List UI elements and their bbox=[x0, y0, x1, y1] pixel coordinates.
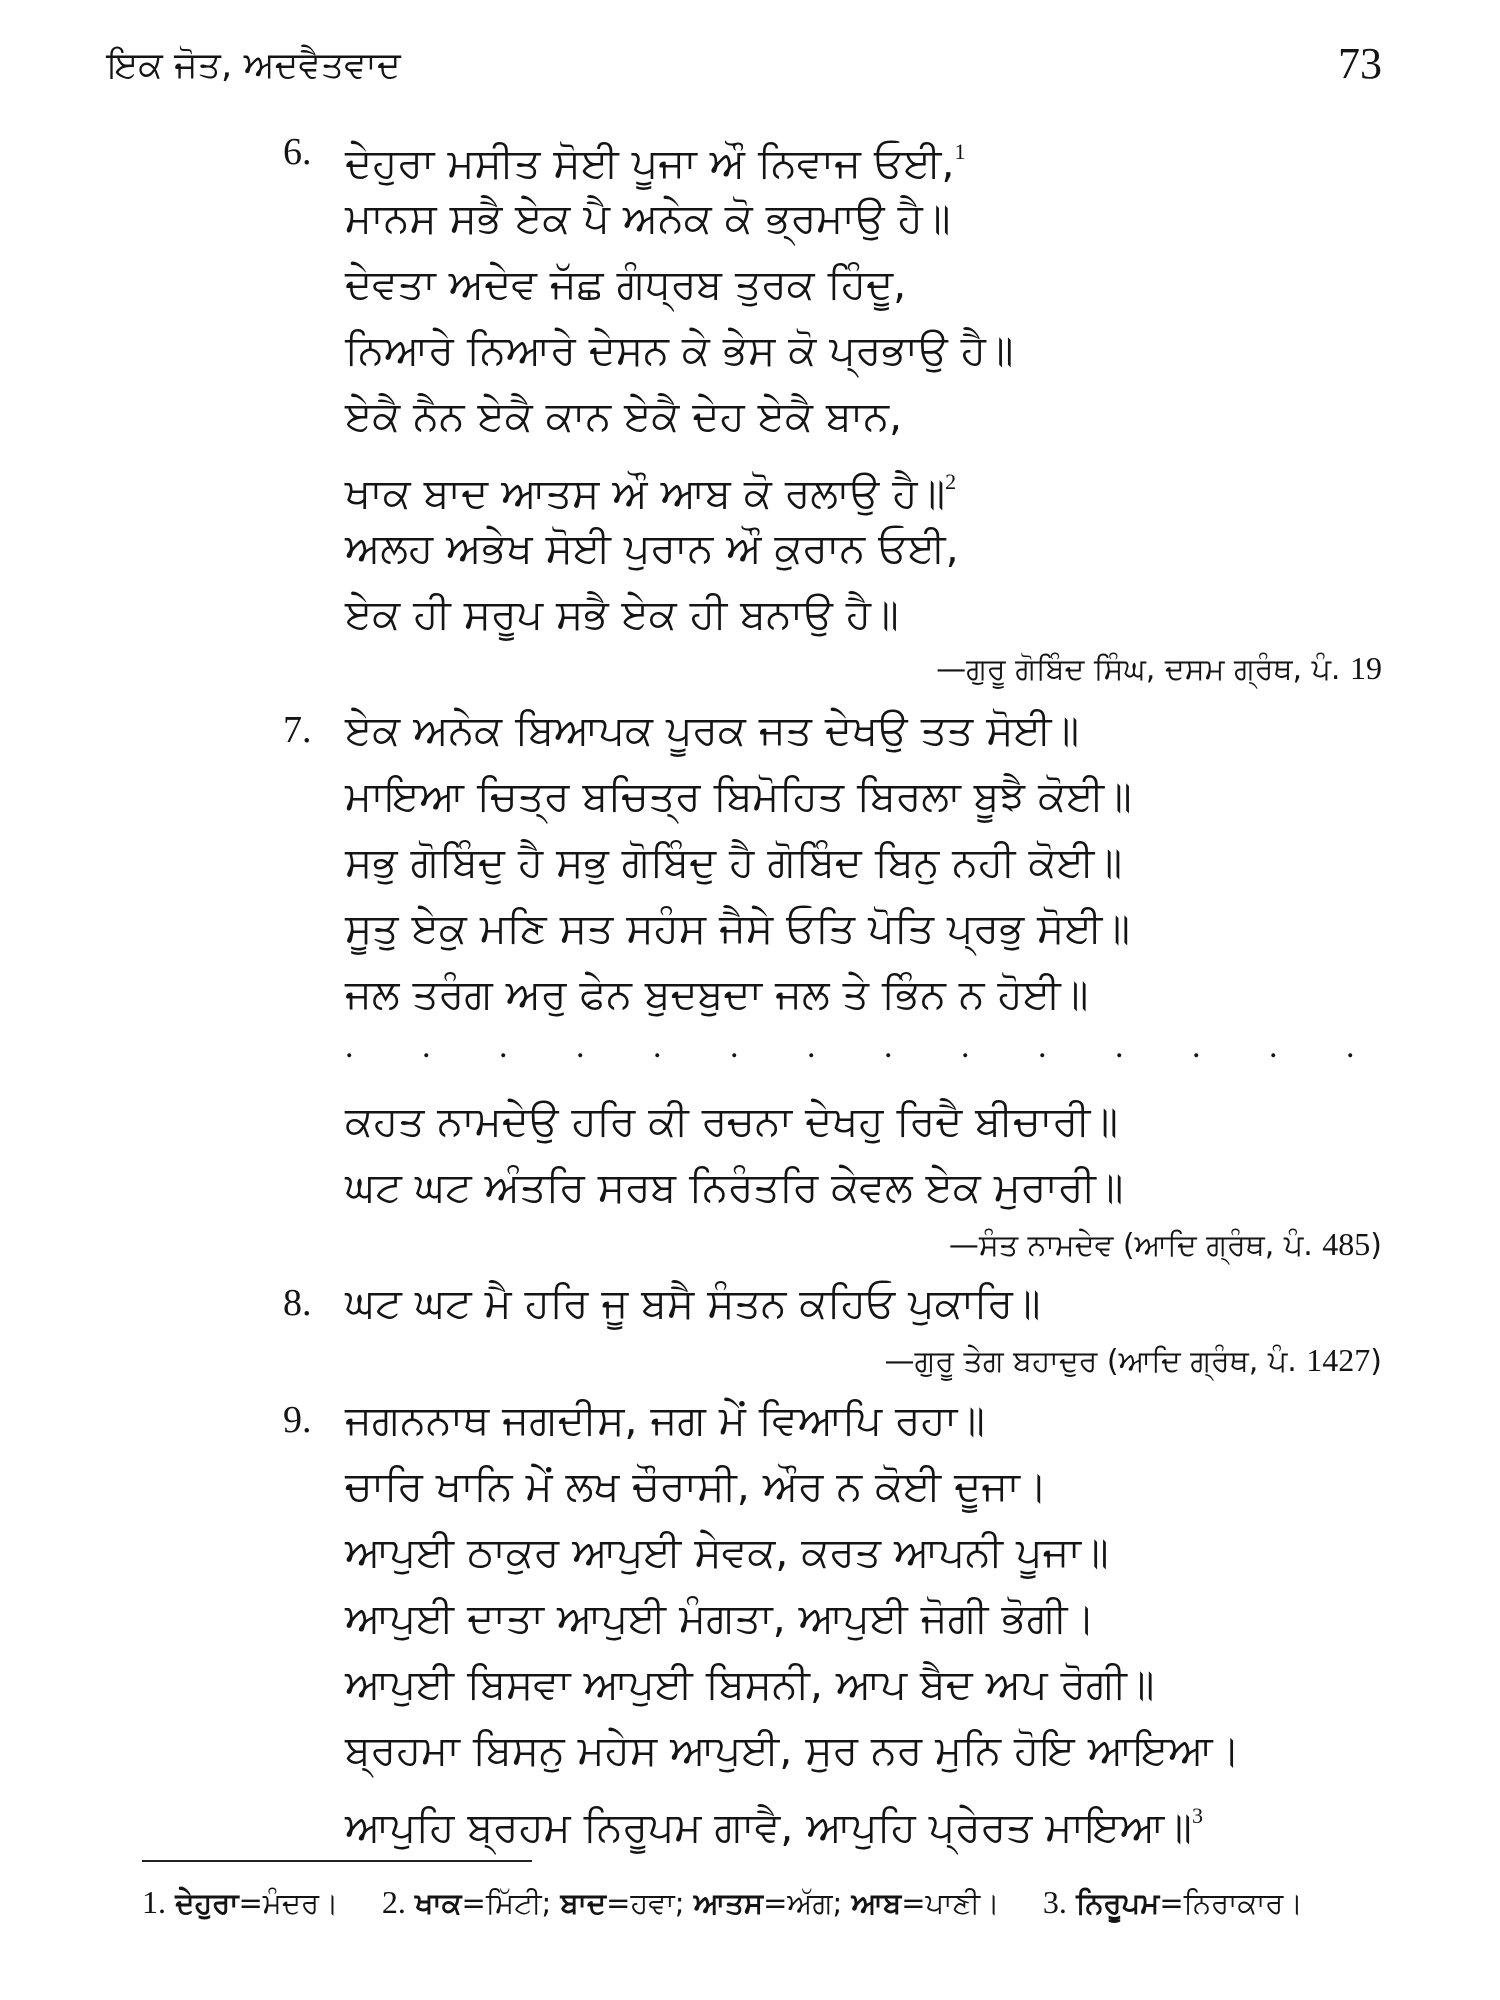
verse-line: ਨਿਆਰੇ ਨਿਆਰੇ ਦੇਸਨ ਕੇ ਭੇਸ ਕੋ ਪ੍ਰਭਾਉ ਹੈ॥ bbox=[345, 326, 1014, 374]
footnote-2: 2. ਖਾਕ=ਮਿੱਟੀ; ਬਾਦ=ਹਵਾ; ਆਤਸ=ਅੱਗ; ਆਬ=ਪਾਣੀ। bbox=[381, 1884, 1000, 1920]
verse-number: 7. bbox=[283, 709, 312, 751]
running-header-title: ਇਕ ਜੋਤ, ਅਦਵੈਤਵਾਦ bbox=[107, 45, 401, 86]
verse-line: ਸੂਤੁ ਏਕੁ ਮਣਿ ਸਤ ਸਹੰਸ ਜੈਸੇ ਓਤਿ ਪੋਤਿ ਪ੍ਰਭੁ ਸੋਈ॥ bbox=[345, 904, 1131, 952]
ellipsis-dots: . . . . . . . . . . . . . . bbox=[345, 1028, 1385, 1065]
verse-line: ਆਪੁਈ ਦਾਤਾ ਆਪੁਈ ਮੰਗਤਾ, ਆਪੁਈ ਜੋਗੀ ਭੋਗੀ। bbox=[345, 1594, 1096, 1642]
verse-line: ਕਹਤ ਨਾਮਦੇਉ ਹਰਿ ਕੀ ਰਚਨਾ ਦੇਖਹੁ ਰਿਦੈ ਬੀਚਾਰੀ॥ bbox=[345, 1097, 1118, 1145]
verse-number: 8. bbox=[283, 1282, 312, 1324]
verse-line: ਦੇਹੁਰਾ ਮਸੀਤ ਸੋਈ ਪੂਜਾ ਔ ਨਿਵਾਜ ਓਈ,$^1$ bbox=[345, 139, 966, 187]
verse-line: ਜਗਨਨਾਥ ਜਗਦੀਸ, ਜਗ ਮੇਂ ਵਿਆਪਿ ਰਹਾ॥ bbox=[345, 1396, 985, 1444]
footnote-divider bbox=[142, 1860, 532, 1862]
verse-line: ਘਟ ਘਟ ਮੈ ਹਰਿ ਜੂ ਬਸੈ ਸੰਤਨ ਕਹਿਓ ਪੁਕਾਰਿ॥ bbox=[345, 1279, 1041, 1327]
verse-line: ਮਾਇਆ ਚਿਤ੍ਰ ਬਚਿਤ੍ਰ ਬਿਮੋਹਿਤ ਬਿਰਲਾ ਬੂਝੈ ਕੋਈ॥ bbox=[345, 772, 1132, 820]
verse-line: ਏਕੈ ਨੈਨ ਏਕੈ ਕਾਨ ਏਕੈ ਦੇਹ ਏਕੈ ਬਾਨ, bbox=[345, 392, 902, 440]
verse-number: 6. bbox=[283, 131, 312, 173]
verse-line: ਬ੍ਰਹਮਾ ਬਿਸਨੁ ਮਹੇਸ ਆਪੁਈ, ਸੁਰ ਨਰ ਮੁਨਿ ਹੋਇ ਆਇਆ। bbox=[345, 1726, 1241, 1774]
verse-line: ਆਪੁਹਿ ਬ੍ਰਹਮ ਨਿਰੂਪਮ ਗਾਵੈ, ਆਪੁਹਿ ਪ੍ਰੇਰਤ ਮਾਇਆ॥$^3$ bbox=[345, 1803, 1203, 1851]
footnote-ref: 3 bbox=[1191, 1803, 1203, 1828]
footnote-ref: 1 bbox=[954, 139, 966, 164]
page-number: 73 bbox=[1338, 39, 1382, 88]
verse-line: ਘਟ ਘਟ ਅੰਤਰਿ ਸਰਬ ਨਿਰੰਤਰਿ ਕੇਵਲ ਏਕ ਮੁਰਾਰੀ॥ bbox=[345, 1163, 1124, 1211]
footnote-3: 3. ਨਿਰੂਪਮ=ਨਿਰਾਕਾਰ। bbox=[1042, 1884, 1303, 1920]
footnote-1: 1. ਦੇਹੁਰਾ=ਮੰਦਰ। bbox=[142, 1884, 339, 1920]
verse-line: ਆਪੁਈ ਬਿਸਵਾ ਆਪੁਈ ਬਿਸਨੀ, ਆਪ ਬੈਦ ਅਪ ਰੋਗੀ॥ bbox=[345, 1660, 1155, 1708]
footnote-ref: 2 bbox=[945, 469, 957, 494]
verse-attribution: —ਗੁਰੂ ਤੇਗ ਬਹਾਦੁਰ (ਆਦਿ ਗ੍ਰੰਥ, ਪੰ. 1427) bbox=[884, 1342, 1382, 1379]
verse-line: ਏਕ ਹੀ ਸਰੂਪ ਸਭੈ ਏਕ ਹੀ ਬਨਾਉ ਹੈ॥ bbox=[345, 590, 899, 638]
verse-attribution: —ਸੰਤ ਨਾਮਦੇਵ (ਆਦਿ ਗ੍ਰੰਥ, ਪੰ. 485) bbox=[948, 1226, 1382, 1263]
footnotes bbox=[142, 1875, 1392, 1931]
verse-line: ਅਲਹ ਅਭੇਖ ਸੋਈ ਪੁਰਾਨ ਔ ਕੁਰਾਨ ਓਈ, bbox=[345, 524, 959, 572]
verse-number: 9. bbox=[283, 1399, 312, 1441]
verse-line: ਜਲ ਤਰੰਗ ਅਰੁ ਫੇਨ ਬੁਦਬੁਦਾ ਜਲ ਤੇ ਭਿੰਨ ਨ ਹੋਈ॥ bbox=[345, 970, 1089, 1018]
verse-line: ਮਾਨਸ ਸਭੈ ਏਕ ਪੈ ਅਨੇਕ ਕੋ ਭ੍ਰਮਾਉ ਹੈ॥ bbox=[345, 194, 951, 242]
verse-line: ਸਭੁ ਗੋਬਿੰਦੁ ਹੈ ਸਭੁ ਗੋਬਿੰਦੁ ਹੈ ਗੋਬਿੰਦ ਬਿਨੁ ਨਹੀ ਕੋਈ॥ bbox=[345, 838, 1123, 886]
verse-line: ਚਾਰਿ ਖਾਨਿ ਮੇਂ ਲਖ ਚੌਰਾਸੀ, ਔਰ ਨ ਕੋਈ ਦੂਜਾ। bbox=[345, 1462, 1048, 1510]
verse-line: ਏਕ ਅਨੇਕ ਬਿਆਪਕ ਪੂਰਕ ਜਤ ਦੇਖਉ ਤਤ ਸੋਈ॥ bbox=[345, 706, 1080, 754]
verse-line: ਆਪੁਈ ਠਾਕੁਰ ਆਪੁਈ ਸੇਵਕ, ਕਰਤ ਆਪਨੀ ਪੂਜਾ॥ bbox=[345, 1528, 1109, 1576]
verse-attribution: —ਗੁਰੂ ਗੋਬਿੰਦ ਸਿੰਘ, ਦਸਮ ਗ੍ਰੰਥ, ਪੰ. 19 bbox=[936, 650, 1382, 687]
verse-line: ਦੇਵਤਾ ਅਦੇਵ ਜੱਛ ਗੰਧ੍ਰਬ ਤੁਰਕ ਹਿੰਦੂ, bbox=[345, 260, 907, 308]
verse-line: ਖਾਕ ਬਾਦ ਆਤਸ ਔ ਆਬ ਕੋ ਰਲਾਉ ਹੈ॥$^2$ bbox=[345, 469, 957, 517]
